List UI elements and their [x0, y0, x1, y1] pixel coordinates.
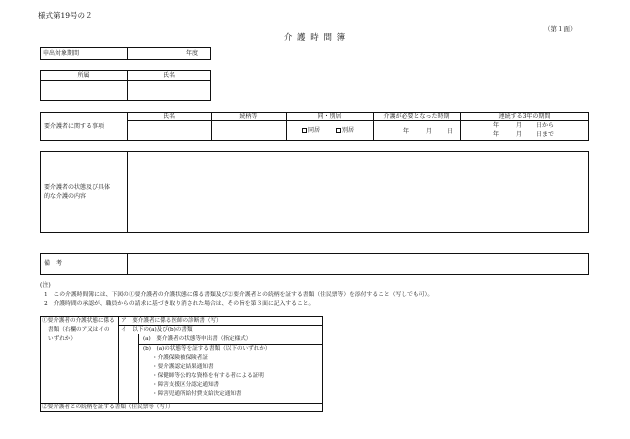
period-from-year: 年	[493, 122, 500, 129]
date-day-label: 日	[447, 128, 454, 135]
page-label: （第１面）	[544, 25, 577, 33]
remarks-label: 備 考	[44, 260, 63, 267]
recipient-name-field[interactable]	[128, 121, 210, 140]
affiliation-header: 所属	[77, 72, 90, 79]
attachment-row-i: イ 以下の(a)及び(b)の書類	[121, 327, 193, 333]
period-to-year: 年	[493, 131, 500, 138]
date-year-label: 年	[403, 128, 410, 135]
cohabiting-label: 同居	[308, 127, 321, 134]
affiliation-field[interactable]	[41, 81, 126, 100]
attachment-left-line3: いずれか）	[48, 336, 76, 342]
date-month-label: 月	[426, 128, 433, 135]
remarks-field[interactable]	[128, 254, 588, 274]
note-item: 2 介護時間の承認が、職員からの請求に基づき取り消された場合は、その旨を第３面に記入すること。	[44, 301, 315, 307]
care-needed-since-header: 介護が必要となった時期	[383, 113, 450, 120]
attachment-bullet: ・保健師等公的な資格を有する者による証明	[152, 373, 264, 379]
page-title: 介 護 時 間 簿	[283, 33, 347, 43]
attachment-bullet: ・介護保険被保険者証	[152, 355, 208, 361]
three-year-period-header: 連続する3年の期間	[498, 113, 551, 120]
condition-label-line1: 要介護者の状態及び具体	[44, 184, 111, 191]
cohabiting-checkbox[interactable]	[302, 128, 320, 134]
relationship-field[interactable]	[212, 121, 285, 140]
name-header: 氏名	[162, 72, 175, 79]
period-from-label: 日から	[536, 122, 555, 129]
checkbox-icon	[336, 128, 341, 133]
checkbox-icon	[302, 128, 307, 133]
divider	[127, 47, 128, 60]
attachment-bullet: ・要介護認定結果通知書	[152, 364, 214, 370]
attachment-bullet: ・障害児通所給付費支給決定通知書	[152, 391, 242, 397]
condition-label-line2: 的な介護の内容	[44, 193, 87, 200]
attachment-row-a: ア 要介護者に係る医師の診断書（写）	[121, 318, 222, 324]
attachment-row-i-b: (b) (a)の状態等を証する書類（以下のいずれか）	[143, 346, 271, 352]
cohabitation-header: 同・別居	[317, 113, 342, 120]
divider	[118, 325, 323, 326]
application-period-unit: 年度	[186, 50, 199, 57]
form-number: 様式第19号の２	[38, 11, 93, 20]
divider	[138, 344, 323, 345]
separate-checkbox[interactable]	[336, 128, 354, 134]
attachment-bullet: ・障害支援区分認定通知書	[152, 382, 220, 388]
period-to-label: 日まで	[536, 131, 555, 138]
care-recipient-label: 要介護者に関する事項	[44, 123, 105, 130]
attachment-left-line1: ①要介護者の介護状態に係る	[42, 318, 115, 324]
condition-field[interactable]	[128, 152, 588, 232]
recipient-name-header: 氏名	[162, 113, 175, 120]
period-from-month: 月	[516, 122, 523, 129]
relationship-header: 続柄等	[239, 113, 258, 120]
attachment-left-line2: 書類（右欄のア又はイの	[48, 327, 110, 333]
notes-heading: (注)	[40, 282, 51, 289]
relationship-document: ②要介護者との続柄を証する書類（住民票等（写））	[42, 404, 174, 410]
name-field[interactable]	[128, 81, 210, 100]
period-to-month: 月	[516, 131, 523, 138]
separate-label: 別居	[342, 127, 355, 134]
attachment-row-i-a: (a) 要介護者の状態等申出書（指定様式）	[143, 336, 252, 342]
note-item: 1 この介護時間簿には、下図の①要介護者の介護状態に係る書類及び②要介護者との続柄を証する書類（住民票等）を添付すること（写しでも可）。	[44, 292, 434, 298]
application-period-label: 申出対象期間	[43, 50, 80, 57]
divider	[118, 316, 119, 403]
